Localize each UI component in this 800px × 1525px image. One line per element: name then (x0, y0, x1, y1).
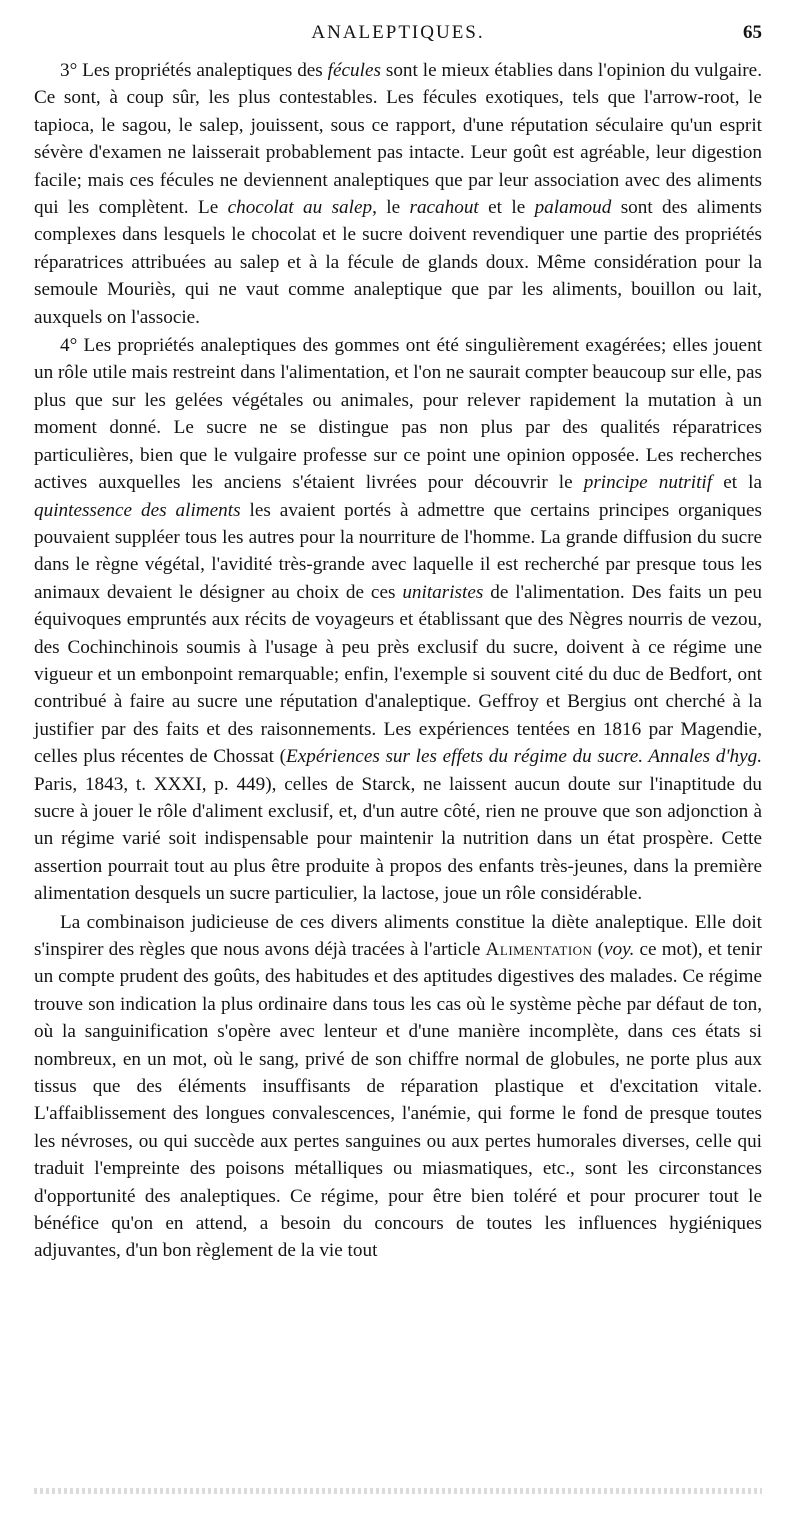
text-run: et le (478, 197, 535, 219)
body-text (34, 57, 762, 1265)
page-number: 65 (743, 22, 762, 43)
italic-term: racahout (409, 197, 479, 219)
italic-term: fécules (327, 60, 381, 81)
text-run: sont le mieux établies dans l'opinion du vulgaire. Ce sont, à coup sûr, les plus contestables. Les fécules exotiques, tels que l'arrow-root, le tapioca, le sagou, le salep, jouissent, sous ce rapport, d'une réputation séculaire qu'un esprit sévère d'examen ne laisserait probablement pas intacte. Leur goût est agréable, leur digestion facile; mais ces fécules ne deviennent analeptiques que par leur association avec des aliments qui les complètent. Le (34, 60, 762, 219)
running-head (34, 22, 762, 48)
text-run: ce mot), et tenir un compte prudent des goûts, des habitudes et des aptitudes digestives des malades. Ce régime trouve son indication la plus ordinaire dans tous les cas où le système pèche par défaut de ton, où la sanguinification s'opère avec lenteur et d'une manière incomplète, dans ces états si nombreux, en un mot, où le sang, privé de son chiffre normal de globules, ne porte plus aux tissus que des éléments insuffisants de réparation plastique et d'excitation vitale. L'affaiblissement des longues convalescences, l'anémie, qui forme le fond de presque toutes les névroses, ou qui succède aux pertes sanguines ou aux pertes humorales diverses, celle qui traduit l'empreinte des poisons métalliques ou miasmatiques, etc., sont les circonstances d'opportunité des analeptiques. Ce régime, pour être bien toléré et pour procurer tout le bénéfice qu'on en attend, a besoin du concours de toutes les influences hygiéniques adjuvantes, d'un bon règlement de la vie tout (34, 939, 763, 1262)
italic-term: palamoud (534, 197, 612, 219)
text-run: 3° Les propriétés analeptiques des (60, 60, 328, 81)
italic-term: principe nutritif (583, 472, 713, 494)
paragraph-1 (34, 57, 762, 331)
italic-term: unitaristes (402, 581, 484, 603)
italic-term: voy. (604, 939, 635, 960)
text-run: Paris, 1843, t. XXXI, p. 449), celles de Starck, ne laissent aucun doute sur l'inaptitude du sucre à jouer le rôle d'aliment exclusif, et, d'un autre côté, rien ne prouve que son adjonction à un régime varié soit indispensable pour maintenir la nutrition dans un état prospère. Cette assertion pourrait tout au plus être produite à propos des enfants très-jeunes, dans la première alimentation desquels un sucre particulier, la lactose, joue un rôle considérable. (34, 773, 762, 905)
text-run: sont des aliments complexes dans lesquels le chocolat et le sucre doivent revendiquer une partie des propriétés réparatrices attribuées au salep et à la fécule de glands doux. Même considération pour la semoule Mouriès, qui ne vaut comme analeptique que par les aliments, bouillon ou lait, auxquels on l'associe. (34, 197, 762, 328)
cross-reference: Alimentation (485, 939, 593, 960)
text-run: et la (712, 472, 762, 494)
text-run: de l'alimentation. Des faits un peu équivoques empruntés aux récits de voyageurs et établissant que des Nègres nourris de vezou, des Cochinchinois soumis à l'usage à peu près exclusif du sucre, doivent à ce régime une vigueur et un embonpoint remarquable; enfin, l'exemple si souvent cité du duc de Bedfort, ont contribué à faire au sucre une réputation d'analeptique. Geffroy et Bergius ont cherché à la justifier par des faits et des raisonnements. Les expériences tentées en 1816 par Magendie, celles plus récentes de Chossat ( (34, 581, 762, 768)
italic-term: Expériences sur les effets du régime du sucre. Annales d'hyg. (286, 746, 762, 768)
text-run: , le (372, 197, 410, 219)
italic-term: chocolat au salep (227, 197, 373, 219)
text-run: La combinaison judicieuse de ces divers aliments constitue la diète analeptique. Elle doit s'inspirer des règles que nous avons déjà tracées à l'article (34, 911, 762, 960)
paragraph-3 (34, 909, 762, 1265)
paragraph-2 (34, 332, 762, 908)
text-run: 4° Les propriétés analeptiques des gommes ont été singulièrement exagérées; elles jouent un rôle utile mais restreint dans l'alimentation, et l'on ne saurait compter beaucoup sur elle, pas plus que sur les gelées végétales ou animales, pour relever rapidement la mutation à un moment donné. Le sucre ne se distingue pas non plus par des qualités réparatrices particulières, bien que le vulgaire professe sur ce point une opinion opposée. Les recherches actives auxquelles les anciens s'étaient livrées pour découvrir le (34, 335, 762, 494)
running-title: ANALEPTIQUES. (311, 22, 485, 43)
show-through-text (34, 1488, 762, 1494)
text-run: les avaient portés à admettre que certains principes organiques pouvaient suppléer tous les autres pour la nourriture de l'homme. La grande diffusion du sucre dans le règne végétal, l'avidité très-grande avec laquelle il est recherché par presque tous les animaux devaient le désigner au choix de ces (34, 499, 762, 603)
text-run: ( (592, 939, 604, 960)
italic-term: quintessence des aliments (34, 499, 241, 521)
